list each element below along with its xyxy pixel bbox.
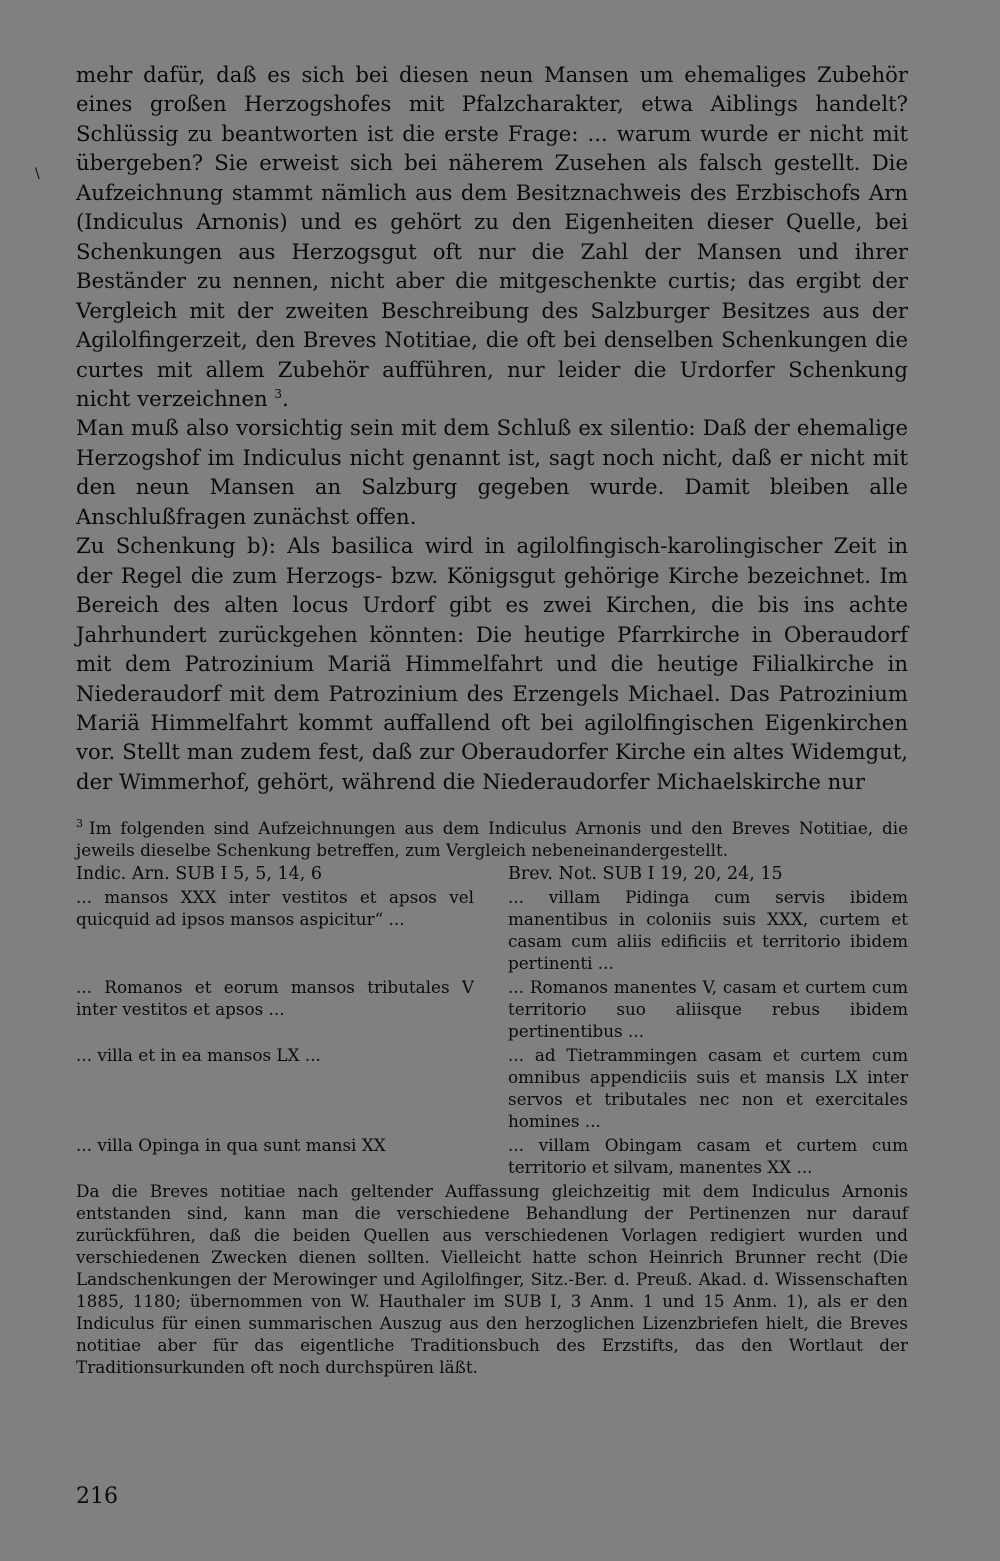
footnote-reference: 3 (274, 386, 283, 401)
paragraph-2: Man muß also vorsichtig sein mit dem Schluß ex silentio: Daß der ehemalige Herzogshof im Indiculus nicht genannt ist, sagt noch nicht, daß er nicht mit den neun Mansen an Salzburg gegeben wurde. Damit bleiben alle Anschlußfragen zunächst offen. (76, 415, 908, 529)
left-entry: ... villa et in ea mansos LX ... (76, 1045, 321, 1065)
right-entry: ... Romanos manentes V, casam et curtem cum territorio suo aliisque rebus ibidem pertinentibus ... (508, 977, 908, 1041)
comparison-row (76, 886, 908, 974)
paragraph-1-text: mehr dafür, daß es sich bei diesen neun Mansen um ehemaliges Zubehör eines großen Herzogshofes mit Pfalzcharakter, etwa Aiblings handelt? Schlüssig zu beantworten ist die erste Frage: ... warum wurde er nicht mit übergeben? Sie erweist sich bei näherem Zusehen als falsch gestellt. Die Aufzeichnung stammt nämlich aus dem Besitznachweis des Erzbischofs Arn (Indiculus Arnonis) und es gehört zu den Eigenheiten dieser Quelle, bei Schenkungen aus Herzogsgut oft nur die Zahl der Mansen und ihrer Beständer zu nennen, nicht aber die mitgeschenkte curtis; das ergibt der Vergleich mit der zweiten Beschreibung des Salzburger Besitzes aus der Agilolfingerzeit, den Breves Notitiae, die oft bei denselben Schenkungen die curtes mit allem Zubehör aufführen, nur leider die Urdorfer Schenkung nicht verzeichnen (76, 62, 908, 411)
paragraph-3: Zu Schenkung b): Als basilica wird in agilolfingisch-karolingischer Zeit in der Regel die zum Herzogs- bzw. Königsgut gehörige Kirche bezeichnet. Im Bereich des alten locus Urdorf gibt es zwei Kirchen, die bis ins achte Jahrhundert zurückgehen könnten: Die heutige Pfarrkirche in Oberaudorf mit dem Patrozinium Mariä Himmelfahrt und die heutige Filialkirche in Niederaudorf mit dem Patrozinium des Erzengels Michael. Das Patrozinium Mariä Himmelfahrt kommt auffallend oft bei agilolfingischen Eigenkirchen vor. Stellt man zudem fest, daß zur Oberaudorfer Kirche ein altes Widemgut, der Wimmerhof, gehört, während die Niederaudorfer Michaelskirche nur (76, 533, 908, 794)
left-entry: ... villa Opinga in qua sunt mansi XX (76, 1135, 386, 1155)
comparison-header-row (76, 862, 908, 886)
comparison-row (76, 976, 908, 1042)
page-number: 216 (76, 1484, 118, 1509)
footnote (76, 818, 908, 1378)
footnote-reference-trail: . (282, 385, 289, 411)
left-entry: ... Romanos et eorum mansos tributales V inter vestitos et apsos ... (76, 977, 474, 1019)
right-entry: ... villam Obingam casam et curtem cum territorio et silvam, manentes XX ... (508, 1135, 908, 1177)
stray-mark: \ (35, 166, 40, 182)
comparison-table (76, 862, 908, 1178)
comparison-row (76, 1134, 908, 1178)
main-text (76, 60, 908, 796)
footnote-intro (76, 818, 908, 861)
right-entry: ... villam Pidinga cum servis ibidem manentibus in coloniis suis XXX, curtem et casam cum aliis edificiis et territorio ibidem pertinenti ... (508, 887, 908, 973)
footnote-closing: Da die Breves notitiae nach geltender Auffassung gleichzeitig mit dem Indiculus Arnonis entstanden sind, kann man die verschiedene Behandlung der Pertinenzen nur darauf zurückführen, daß die beiden Quellen aus verschiedenen Vorlagen redigiert wurden und verschiedenen Zwecken dienen sollten. Vielleicht hatte schon Heinrich Brunner recht (Die Landschenkungen der Merowinger und Agilolfinger, Sitz.-Ber. d. Preuß. Akad. d. Wissenschaften 1885, 1180; übernommen von W. Hauthaler im SUB I, 3 Anm. 1 und 15 Anm. 1), als er den Indiculus für einen summarischen Auszug aus den herzoglichen Lizenzbriefen hielt, die Breves notitiae aber für das eigentliche Traditionsbuch des Erzstifts, das den Wortlaut der Traditionsurkunden oft noch durchspüren läßt. (76, 1181, 908, 1377)
right-entry: ... ad Tietrammingen casam et curtem cum omnibus appendiciis suis et mansis LX inter servos et tributales nec non et exercitales homines ... (508, 1045, 908, 1131)
footnote-number: 3 (76, 817, 83, 831)
paragraph-1 (76, 60, 908, 413)
left-entry: ... mansos XXX inter vestitos et apsos vel quicquid ad ipsos mansos aspicitur“ ... (76, 887, 474, 929)
left-column-heading: Indic. Arn. SUB I 5, 5, 14, 6 (76, 864, 322, 884)
right-column-heading: Brev. Not. SUB I 19, 20, 24, 15 (508, 864, 783, 884)
comparison-row (76, 1044, 908, 1132)
footnote-intro-text: Im folgenden sind Aufzeichnungen aus dem Indiculus Arnonis und den Breves Notitiae, die jeweils dieselbe Schenkung betreffen, zum Vergleich nebeneinandergestellt. (76, 818, 908, 860)
